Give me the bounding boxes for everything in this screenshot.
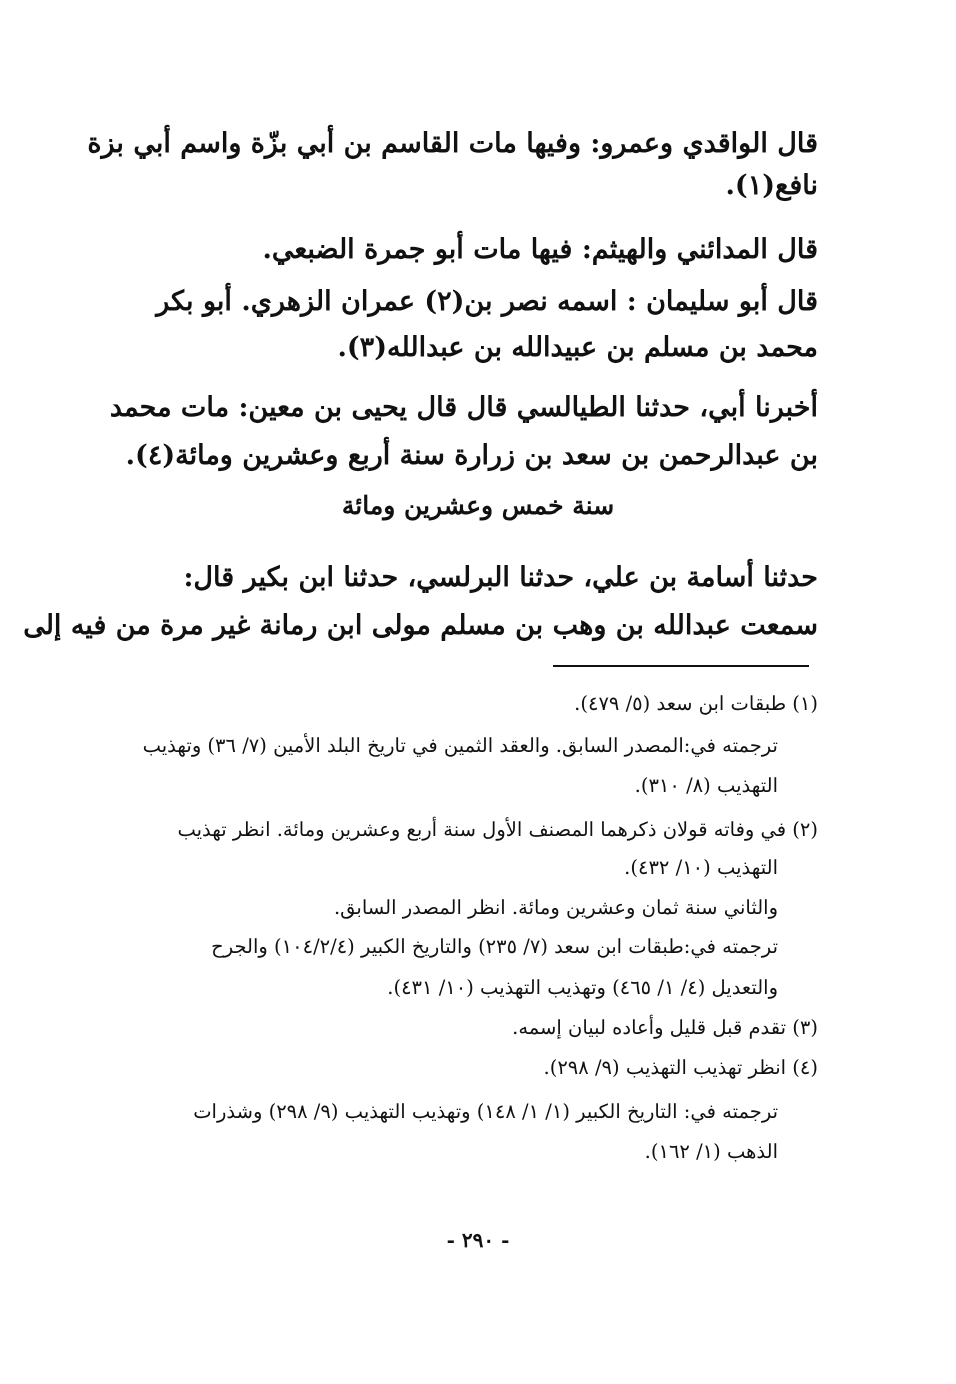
footnote-line: (٢) في وفاته قولان ذكرهما المصنف الأول سنة أربع وعشرين ومائة. انظر تهذيب [177, 818, 818, 841]
footnote-line: التهذيب (١٠/ ٤٣٢). [624, 856, 778, 879]
footnote-line: (٤) انظر تهذيب التهذيب (٩/ ٢٩٨). [543, 1056, 818, 1079]
footnote-line: التهذيب (٨/ ٣١٠). [634, 774, 778, 797]
page-number: - ٢٩٠ - [446, 1228, 510, 1252]
section-heading: سنة خمس وعشرين ومائة [341, 491, 615, 520]
body-line: سمعت عبدالله بن وهب بن مسلم مولى ابن رمانة غير مرة من فيه إلى [23, 610, 818, 641]
footnote-line: ترجمته في:المصدر السابق. والعقد الثمين في تاريخ البلد الأمين (٧/ ٣٦) وتهذيب [142, 734, 778, 757]
footnote-line: (٣) تقدم قبل قليل وأعاده لبيان إسمه. [512, 1016, 818, 1039]
footnote-line: والثاني سنة ثمان وعشرين ومائة. انظر المصدر السابق. [333, 896, 778, 919]
body-line: حدثنا أسامة بن علي، حدثنا البرلسي، حدثنا ابن بكير قال: [183, 562, 818, 593]
body-line: محمد بن مسلم بن عبيدالله بن عبدالله(٣). [337, 332, 818, 363]
footnote-divider [553, 665, 809, 667]
body-line: بن عبدالرحمن بن سعد بن زرارة سنة أربع وعشرين ومائة(٤). [125, 440, 818, 471]
footnote-line: ترجمته في:طبقات ابن سعد (٧/ ٢٣٥) والتاريخ الكبير (١٠٤/٢/٤) والجرح [211, 935, 778, 958]
body-line: قال أبو سليمان : اسمه نصر بن(٢) عمران الزهري. أبو بكر [156, 286, 818, 317]
body-line: أخبرنا أبي، حدثنا الطيالسي قال قال يحيى بن معين: مات محمد [109, 392, 818, 423]
footnote-line: ترجمته في: التاريخ الكبير (١/ ١/ ١٤٨) وتهذيب التهذيب (٩/ ٢٩٨) وشذرات [193, 1100, 778, 1123]
body-line: قال الواقدي وعمرو: وفيها مات القاسم بن أبي بزّة واسم أبي بزة [87, 128, 818, 159]
footnote-line: والتعديل (٤/ ١/ ٤٦٥) وتهذيب التهذيب (١٠/ ٤٣١). [387, 976, 778, 999]
footnote-line: (١) طبقات ابن سعد (٥/ ٤٧٩). [574, 692, 818, 715]
body-line: نافع(١). [725, 170, 818, 201]
footnote-line: الذهب (١/ ١٦٢). [644, 1140, 778, 1163]
body-line: قال المدائني والهيثم: فيها مات أبو جمرة الضبعي. [262, 234, 818, 265]
